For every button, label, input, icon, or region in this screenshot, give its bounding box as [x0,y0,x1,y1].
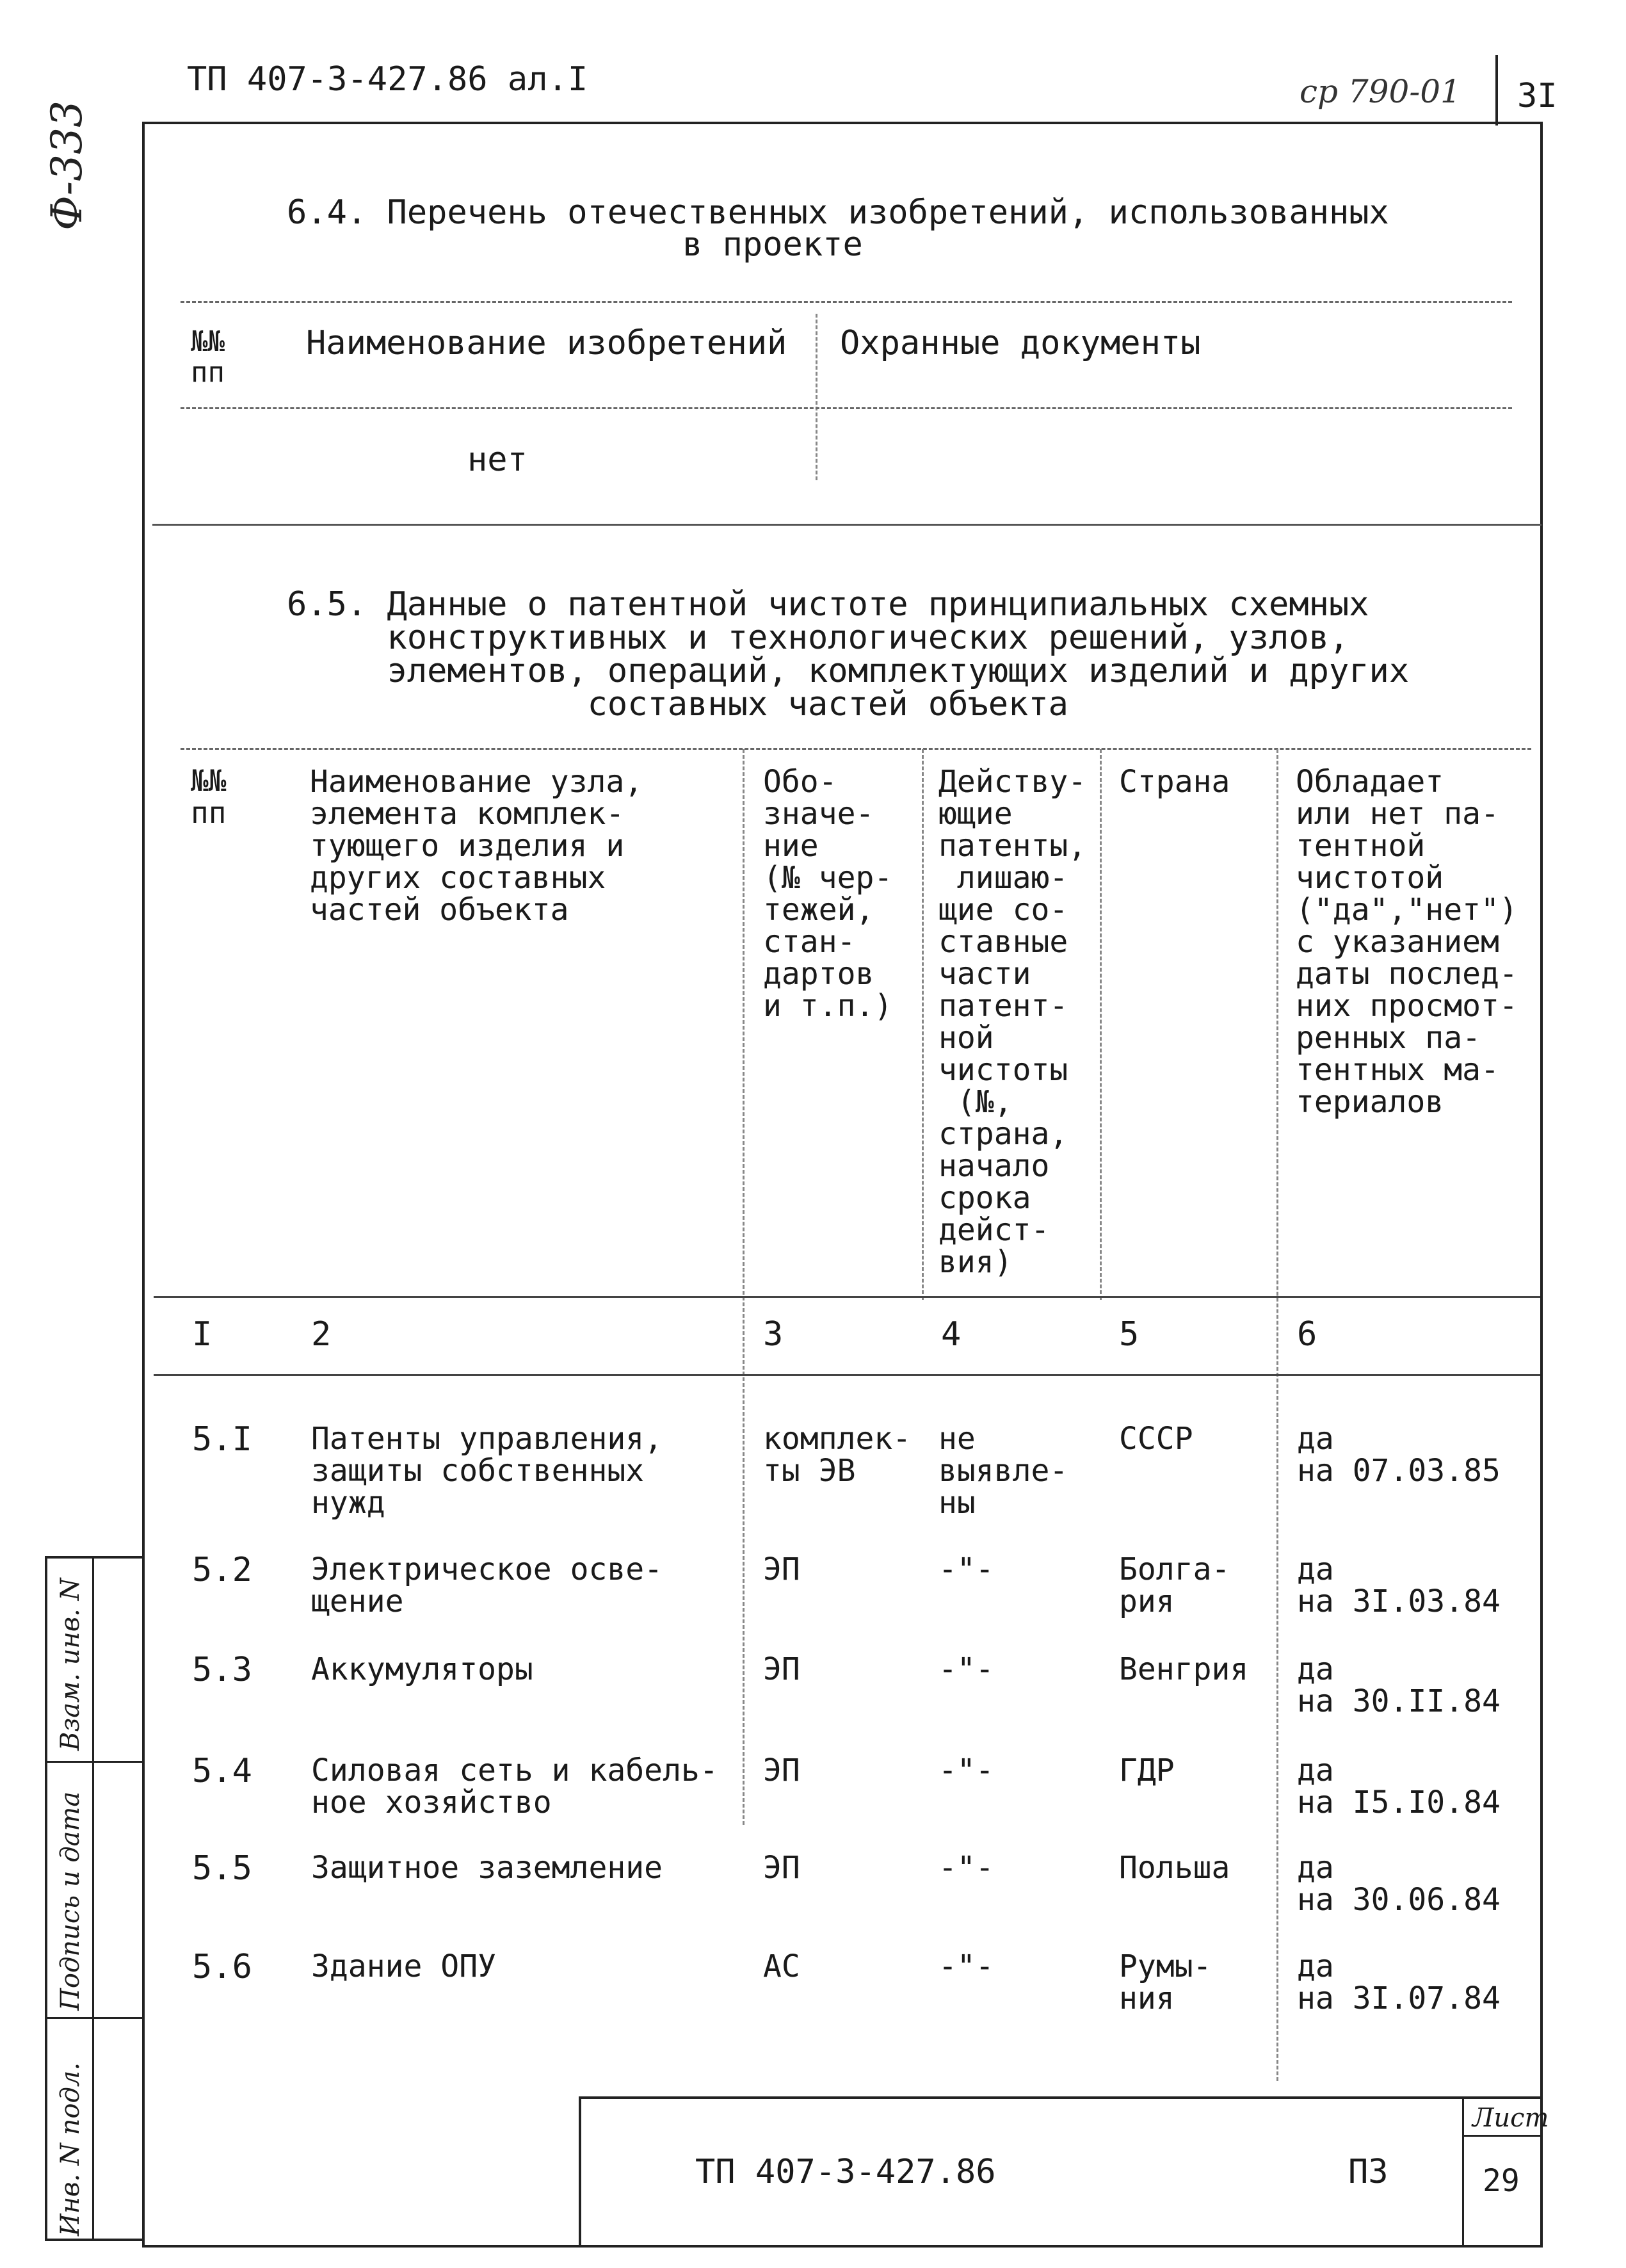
sheet-cell-divider [1462,2099,1464,2248]
row-num: 5.2 [192,1551,252,1589]
vertical-code: Ф-333 [42,100,92,231]
row-patents: -"- [938,1551,994,1587]
col-number-3: 3 [763,1315,784,1354]
table-row [0,1849,1626,1929]
sheet-label-divider [1462,2135,1543,2137]
row-name: Патенты управления, защиты собственных нужд [311,1421,663,1521]
header-col-designation: Обо- значе- ние (№ чер- тежей, стан- дартов и т.п.) [763,764,893,1024]
frame-top [142,122,1543,124]
header-bottom-line [154,1296,1540,1298]
row-name: Электрическое осве- щение [311,1551,663,1619]
header-doc-code: ТП 407-3-427.86 ал.I [187,60,588,99]
row-status: да на 3I.07.84 [1297,1948,1501,2016]
row-status: да на 30.06.84 [1297,1850,1501,1918]
table-row [0,1754,1626,1831]
title-block-doc-code: ТП 407-3-427.86 [695,2153,996,2191]
header-col-patents: Действу- ющие патенты, лишаю- щие со- ставные части патент- ной чистоты (№, страна, начало срока дейст- вия) [938,764,1087,1280]
header-col-country: Страна [1119,764,1230,800]
col-number-2: 2 [311,1315,332,1354]
row-designation: комплек- ты ЭВ [763,1421,912,1489]
row-country: ГДР [1119,1753,1175,1788]
section-64-col-name: Наименование изобретений [306,324,787,362]
header-col-num: №№ пп [191,763,227,830]
row-num: 5.3 [192,1651,252,1689]
row-name: Здание ОПУ [311,1948,496,1984]
section-64-value: нет [467,441,527,479]
section-64-col-docs: Охранные документы [840,324,1201,362]
title-block-doc-type: ПЗ [1348,2153,1389,2191]
table-row [0,1950,1626,2027]
row-status: да на I5.I0.84 [1297,1753,1501,1820]
col-divider-3-4 [922,749,924,1300]
row-designation: ЭП [763,1753,800,1788]
frame-right [1540,122,1543,2248]
row-num: 5.6 [192,1948,252,1986]
row-name: Аккумуляторы [311,1651,533,1687]
row-country: СССР [1119,1421,1193,1457]
page-number: 3I [1517,77,1558,115]
section-64-title-line1: 6.4. Перечень отечественных изобретений, использованных [287,193,1389,232]
table-row [0,1420,1626,1551]
section-divider [152,524,1541,526]
section-64-header-divider [181,407,1512,409]
title-block [579,2096,1549,2248]
row-patents: -"- [938,1850,994,1886]
row-country: Болга- рия [1119,1551,1230,1619]
row-num: 5.5 [192,1849,252,1888]
section-64-col-divider [816,314,817,480]
row-country: Венгрия [1119,1651,1249,1687]
col-number-5: 5 [1119,1315,1139,1354]
row-country: Румы- ния [1119,1948,1212,2016]
row-patents: -"- [938,1651,994,1687]
col-number-4: 4 [941,1315,962,1354]
table-row [0,1553,1626,1630]
page-number-divider [1495,55,1498,126]
header-col-name: Наименование узла, элемента комплек- тующего изделия и других составных частей объекта [310,764,643,928]
sheet-label: Лист [1472,2103,1549,2133]
header-col-status: Обладает или нет па- тентной чистотой ("да","нет") с указанием даты послед- них просмот- ренных па- тентных ма- териалов [1296,764,1518,1120]
row-designation: ЭП [763,1850,800,1886]
col-divider-4-5 [1100,749,1102,1300]
row-designation: ЭП [763,1651,800,1687]
row-patents: -"- [938,1948,994,1984]
section-64-title-line2: в проекте [682,225,863,264]
section-64-col-num: №№ пп [191,325,225,389]
archive-number: ср 790-01 [1300,73,1461,110]
row-name: Защитное заземление [311,1850,663,1886]
row-patents: -"- [938,1753,994,1788]
row-country: Польша [1119,1850,1230,1886]
section-65-table-top [181,748,1531,750]
row-designation: АС [763,1948,800,1984]
row-status: да на 30.II.84 [1297,1651,1501,1719]
stamp-label-signature: Подпись и дата [56,1791,85,2011]
section-65-title: 6.5. Данные о патентной чистоте принципиальных схемных конструктивных и технологических решений, узлов, элементов, операций, комплектующих изделий и других составных частей объекта [287,585,1410,724]
column-numbers-bottom-line [154,1374,1540,1376]
row-num: 5.4 [192,1752,252,1790]
col-number-1: I [192,1315,213,1354]
row-status: да на 3I.03.84 [1297,1551,1501,1619]
stamp-label-inventory: Инв. N подл. [56,2062,85,2236]
row-name: Силовая сеть и кабель- ное хозяйство [311,1753,718,1820]
row-status: да на 07.03.85 [1297,1421,1501,1489]
sheet-number: 29 [1483,2163,1520,2199]
row-num: 5.I [192,1420,252,1459]
row-designation: ЭП [763,1551,800,1587]
section-64-table-top [181,301,1512,303]
table-row [0,1653,1626,1730]
col-number-6: 6 [1297,1315,1317,1354]
stamp-label-exchange: Взам. инв. N [56,1578,85,1751]
row-patents: не выявле- ны [938,1421,1068,1521]
